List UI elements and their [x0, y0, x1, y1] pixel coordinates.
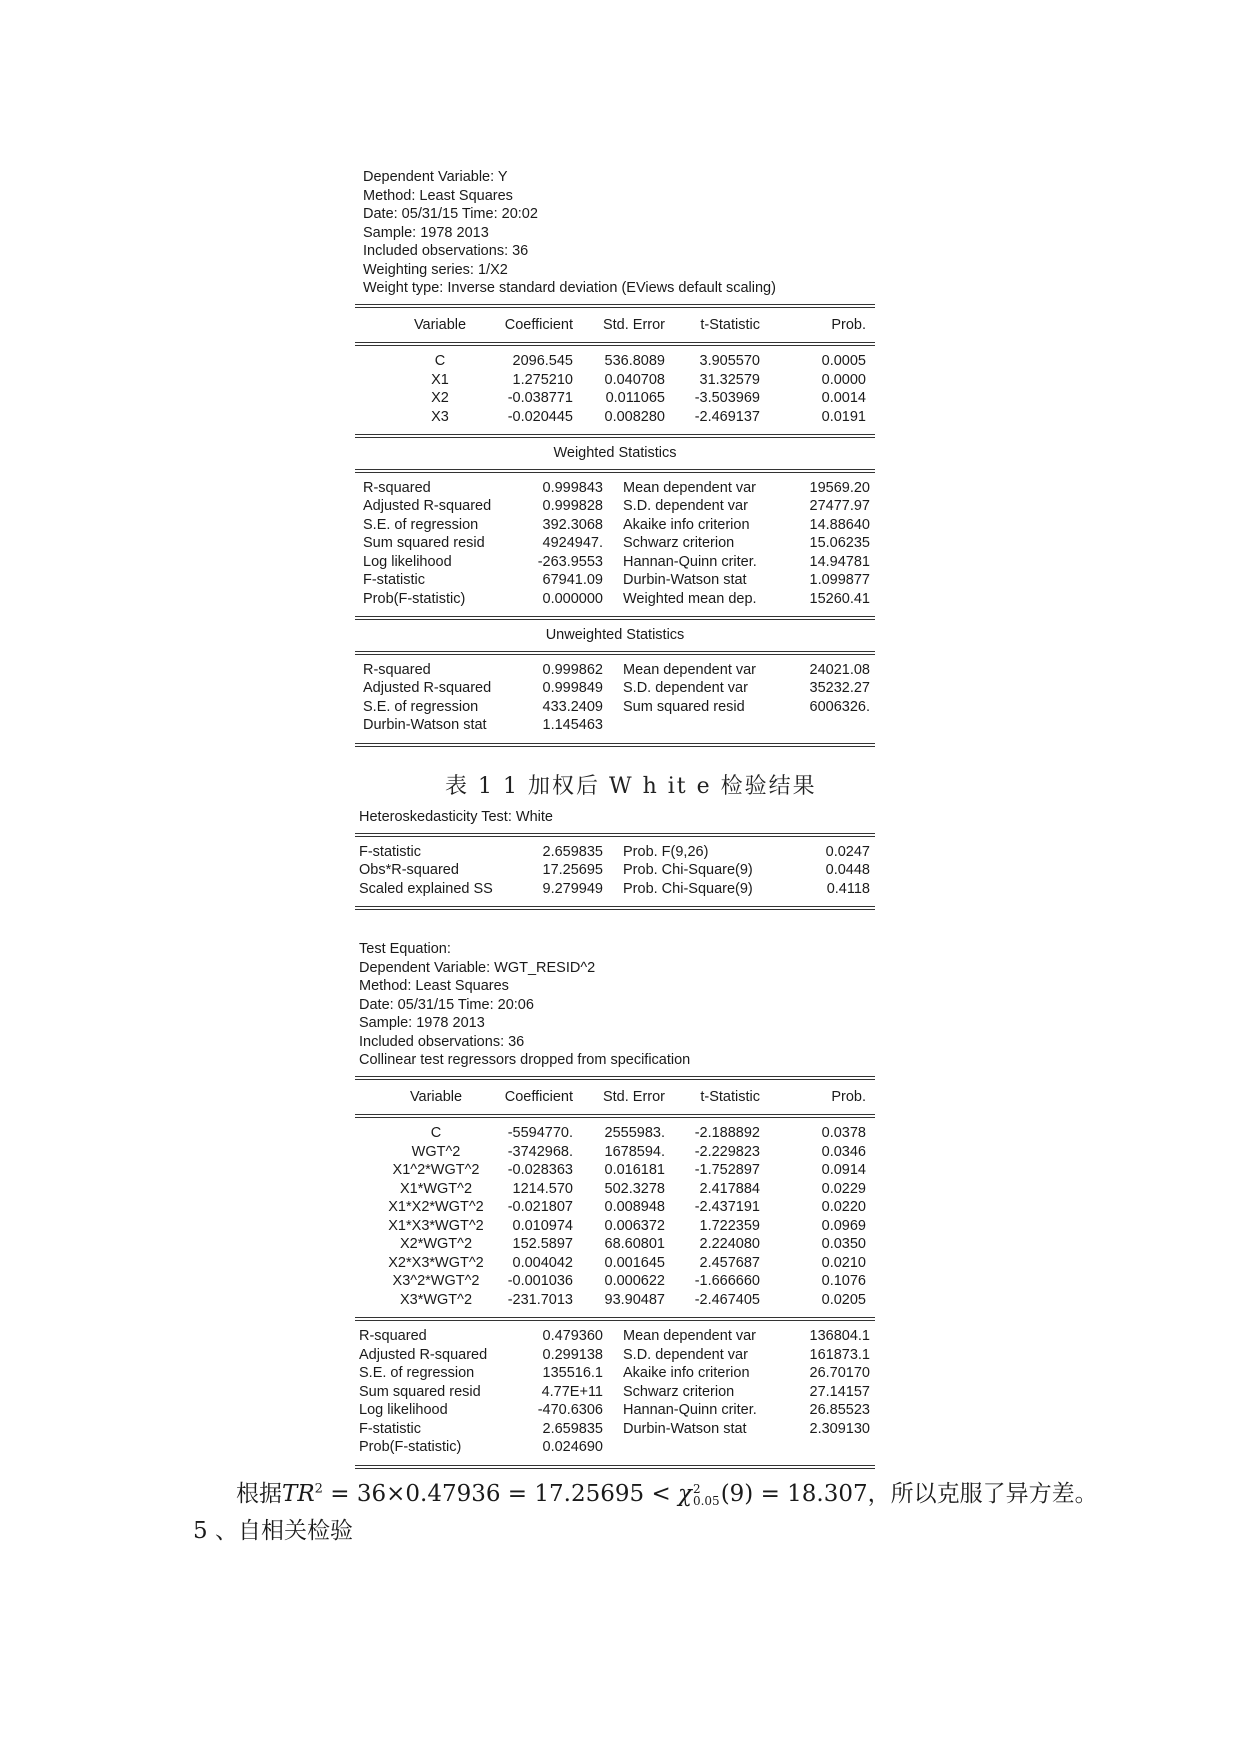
divider [355, 1317, 875, 1321]
coefficient-value: -5594770. [507, 1125, 573, 1141]
coefficient-row [355, 1161, 875, 1180]
statistic-row [355, 861, 875, 880]
statistic-label: Prob. Chi-Square(9) [623, 862, 753, 878]
statistic-row [355, 516, 875, 535]
coefficient-row [355, 408, 875, 427]
statistic-label: Prob. F(9,26) [623, 843, 709, 860]
column-t-statistic: t-Statistic [700, 1088, 760, 1105]
divider [355, 304, 875, 308]
std-error-value: 93.90487 [604, 1291, 665, 1308]
coefficient-value: -0.028363 [507, 1162, 573, 1178]
t-statistic-value: -2.229823 [694, 1143, 760, 1160]
coefficient-value: -0.001036 [507, 1273, 573, 1289]
statistic-value: 4.77E+11 [541, 1383, 603, 1400]
statistic-value: 27477.97 [809, 498, 870, 514]
unweighted-statistics-table [355, 661, 875, 735]
statistic-row [355, 716, 875, 735]
statistic-value: 0.0448 [825, 862, 870, 878]
statistic-row [355, 1383, 875, 1402]
variable-name: X2 [431, 390, 449, 406]
header-line: Weight type: Inverse standard deviation (EViews default scaling) [363, 280, 776, 296]
statistic-value: 6006326. [809, 698, 870, 715]
coefficient-row [355, 1124, 875, 1143]
statistic-row [355, 534, 875, 553]
divider [355, 469, 875, 473]
prob-value: 0.0000 [821, 371, 866, 388]
header-line: Date: 05/31/15 Time: 20:02 [363, 206, 538, 222]
statistic-value: 26.85523 [809, 1402, 870, 1418]
test-equation-header [355, 940, 875, 1070]
std-error-value: 68.60801 [604, 1236, 665, 1252]
statistic-row [355, 698, 875, 717]
divider [355, 1114, 875, 1118]
conclusion-paragraph [236, 1475, 1098, 1508]
std-error-value: 502.3278 [604, 1180, 665, 1197]
coefficient-value: 152.5897 [512, 1236, 573, 1252]
coefficient-value: -0.038771 [507, 390, 573, 406]
variable-name: X3^2*WGT^2 [392, 1273, 480, 1289]
coefficient-value: 1214.570 [512, 1180, 573, 1197]
std-error-value: 0.040708 [604, 371, 665, 388]
statistic-row [355, 1420, 875, 1439]
header-line: Method: Least Squares [363, 187, 513, 204]
statistic-value: 0.299138 [542, 1346, 603, 1363]
variable-name: WGT^2 [411, 1143, 461, 1160]
divider [355, 651, 875, 655]
std-error-value: 0.006372 [604, 1217, 665, 1234]
column-t-statistic: t-Statistic [700, 316, 760, 333]
divider [355, 434, 875, 438]
std-error-value: 0.008280 [604, 408, 665, 425]
prob-value: 0.0191 [821, 408, 866, 425]
statistic-label: S.D. dependent var [623, 498, 748, 514]
prob-value: 0.0378 [821, 1125, 866, 1141]
statistic-value: 2.659835 [542, 1420, 603, 1437]
regression-header [355, 168, 875, 298]
coefficient-value: -231.7013 [507, 1291, 573, 1308]
statistic-value: -263.9553 [537, 553, 603, 570]
prob-value: 0.0014 [821, 390, 866, 406]
statistic-value: 2.659835 [542, 843, 603, 860]
coefficient-row [355, 1291, 875, 1310]
std-error-value: 536.8089 [604, 353, 665, 369]
coefficient-row [355, 352, 875, 371]
divider [355, 1465, 875, 1469]
variable-name: C [430, 1125, 442, 1141]
statistic-label: Hannan-Quinn criter. [623, 1402, 757, 1418]
variable-name: X1*X2*WGT^2 [388, 1199, 484, 1215]
statistic-label: Schwarz criterion [623, 1383, 735, 1400]
statistic-value: 1.099877 [809, 572, 870, 588]
statistic-value: 14.94781 [809, 553, 870, 570]
header-line: Method: Least Squares [359, 978, 509, 994]
column-coefficient: Coefficient [504, 316, 573, 333]
std-error-value: 0.000622 [604, 1273, 665, 1289]
divider [355, 342, 875, 346]
prob-value: 0.0229 [821, 1180, 866, 1197]
coefficient-table [355, 352, 875, 426]
statistic-label: S.D. dependent var [623, 680, 748, 696]
statistic-value: 24021.08 [809, 661, 870, 678]
statistic-value: 15.06235 [809, 535, 870, 551]
chi-critical-value: (9) = 18.307 [720, 1481, 868, 1507]
statistic-value: 135516.1 [542, 1365, 603, 1381]
variable-name: X1 [431, 371, 449, 388]
t-statistic-value: -2.469137 [694, 408, 760, 425]
statistic-value: 1.145463 [542, 717, 603, 733]
statistic-label: Weighted mean dep. [623, 590, 757, 607]
statistic-label: Sum squared resid [623, 698, 745, 715]
statistic-value: 433.2409 [542, 698, 603, 715]
divider [355, 616, 875, 620]
statistic-row [355, 571, 875, 590]
statistic-label: R-squared [363, 479, 431, 496]
statistic-label: Log likelihood [359, 1402, 448, 1418]
statistic-value: 0.999828 [542, 498, 603, 514]
t-statistic-value: -2.188892 [694, 1125, 760, 1141]
conclusion-tail: ，所以克服了异方差。 [867, 1481, 1098, 1507]
statistic-row [355, 679, 875, 698]
coefficient-row [355, 1254, 875, 1273]
t-statistic-value: 1.722359 [699, 1217, 760, 1234]
statistic-value: 14.88640 [809, 516, 870, 533]
statistic-value: 0.024690 [542, 1439, 603, 1455]
t-statistic-value: 3.905570 [699, 353, 760, 369]
statistic-value: 9.279949 [542, 880, 603, 897]
table-caption: 表 1 1 加权后 W h it e 检验结果 [445, 774, 817, 799]
column-headers [355, 1088, 875, 1107]
statistic-value: 19569.20 [809, 479, 870, 496]
statistic-row [355, 843, 875, 862]
statistic-row [355, 590, 875, 609]
statistic-row [355, 553, 875, 572]
coefficient-row [355, 371, 875, 390]
weighted-statistics-table [355, 479, 875, 609]
prob-value: 0.0005 [821, 353, 866, 369]
divider [355, 833, 875, 837]
statistic-row [355, 880, 875, 899]
std-error-value: 1678594. [604, 1143, 665, 1160]
t-statistic-value: -1.752897 [694, 1162, 760, 1178]
white-test-title: Heteroskedasticity Test: White [359, 809, 553, 825]
std-error-value: 0.008948 [604, 1199, 665, 1215]
chi-exponent: 2 [692, 1482, 701, 1496]
statistic-value: 17.25695 [542, 862, 603, 878]
weighted-statistics-title: Weighted Statistics [553, 445, 677, 461]
statistic-label: R-squared [363, 661, 431, 678]
t-statistic-value: -1.666660 [694, 1273, 760, 1289]
coefficient-value: -3742968. [507, 1143, 573, 1160]
column-std-error: Std. Error [602, 1088, 665, 1105]
header-line: Dependent Variable: WGT_RESID^2 [359, 959, 596, 976]
coefficient-row [355, 1217, 875, 1236]
statistic-label: Mean dependent var [623, 661, 757, 678]
statistic-row [355, 497, 875, 516]
statistic-label: S.E. of regression [363, 698, 479, 715]
t-statistic-value: 2.417884 [699, 1180, 760, 1197]
statistic-value: 392.3068 [542, 516, 603, 533]
statistic-label: Mean dependent var [623, 1328, 757, 1344]
chi-subscript: 0.05 [692, 1494, 720, 1508]
statistic-label: Akaike info criterion [623, 1365, 750, 1381]
coefficient-value: -0.020445 [507, 408, 573, 425]
statistic-row [355, 1346, 875, 1365]
statistic-value: 2.309130 [809, 1420, 870, 1437]
coefficient-row [355, 1272, 875, 1291]
statistic-value: 67941.09 [542, 572, 603, 588]
statistic-row [355, 1438, 875, 1457]
std-error-value: 2555983. [604, 1125, 665, 1141]
variable-name: X3 [431, 408, 449, 425]
statistic-value: 15260.41 [809, 590, 870, 607]
t-statistic-value: 31.32579 [699, 371, 760, 388]
statistic-label: Adjusted R-squared [363, 498, 492, 514]
statistic-label: Hannan-Quinn criter. [623, 553, 757, 570]
weighted-regression-output [355, 168, 875, 747]
statistic-value: 136804.1 [809, 1328, 870, 1344]
statistic-label: Durbin-Watson stat [623, 572, 747, 588]
statistic-label: F-statistic [359, 1420, 422, 1437]
statistic-row [355, 479, 875, 498]
statistic-label: R-squared [359, 1328, 427, 1344]
statistic-row [355, 1327, 875, 1346]
variable-name: X2*WGT^2 [399, 1236, 473, 1252]
header-line: Weighting series: 1/X2 [363, 261, 508, 278]
coefficient-value: 1.275210 [512, 371, 573, 388]
statistic-label: Sum squared resid [359, 1383, 481, 1400]
t-statistic-value: -2.467405 [694, 1291, 760, 1308]
coefficient-row [355, 389, 875, 408]
white-test-statistics [355, 843, 875, 899]
std-error-value: 0.011065 [605, 390, 665, 406]
statistic-label: Prob(F-statistic) [363, 590, 466, 607]
t-statistic-value: -3.503969 [694, 390, 760, 406]
header-line: Test Equation: [359, 941, 451, 957]
variable-name: X2*X3*WGT^2 [388, 1254, 484, 1271]
header-line: Date: 05/31/15 Time: 20:06 [359, 996, 534, 1013]
statistic-label: Adjusted R-squared [359, 1346, 488, 1363]
coefficient-row [355, 1198, 875, 1217]
column-header-row [355, 1088, 875, 1107]
prob-value: 0.1076 [821, 1273, 866, 1289]
column-prob: Prob. [831, 316, 866, 333]
prob-value: 0.0210 [821, 1254, 866, 1271]
statistic-label: Prob(F-statistic) [359, 1439, 462, 1455]
statistic-value: 4924947. [542, 535, 603, 551]
statistic-row [355, 661, 875, 680]
header-line: Collinear test regressors dropped from specification [359, 1052, 691, 1068]
coefficient-row [355, 1235, 875, 1254]
divider [355, 743, 875, 747]
t-statistic-value: -2.437191 [694, 1199, 760, 1215]
statistic-label: Prob. Chi-Square(9) [623, 880, 753, 897]
tr-symbol: TR [282, 1481, 315, 1507]
prob-value: 0.0220 [821, 1199, 866, 1215]
column-std-error: Std. Error [602, 316, 665, 333]
coefficient-row [355, 1143, 875, 1162]
prob-value: 0.0346 [821, 1143, 866, 1160]
divider [355, 1076, 875, 1080]
divider [355, 906, 875, 910]
conclusion-lead: 根据 [236, 1481, 282, 1507]
chi-symbol: χ [678, 1481, 692, 1507]
column-headers [355, 316, 875, 335]
coefficient-value: 2096.545 [512, 353, 573, 369]
coefficient-row [355, 1180, 875, 1199]
column-coefficient: Coefficient [504, 1088, 573, 1105]
prob-value: 0.0969 [821, 1217, 866, 1234]
statistic-label: Akaike info criterion [623, 516, 750, 533]
prob-value: 0.0205 [821, 1291, 866, 1308]
coefficient-value: 0.010974 [512, 1217, 573, 1234]
statistic-label: S.E. of regression [363, 516, 479, 533]
variable-name: X1^2*WGT^2 [392, 1162, 480, 1178]
header-line: Sample: 1978 2013 [359, 1015, 485, 1031]
statistic-label: S.E. of regression [359, 1365, 475, 1381]
section-heading: 5 、自相关检验 [193, 1518, 353, 1544]
header-line: Included observations: 36 [359, 1033, 525, 1050]
statistic-label: Log likelihood [363, 553, 452, 570]
conclusion-equation: = 36×0.47936 = 17.25695 < [322, 1481, 679, 1507]
statistic-value: 0.999843 [542, 479, 603, 496]
t-statistic-value: 2.224080 [699, 1236, 760, 1252]
statistic-value: 0.999849 [542, 680, 603, 696]
statistic-value: 35232.27 [809, 680, 870, 696]
statistic-label: Durbin-Watson stat [363, 717, 487, 733]
test-summary-statistics [355, 1327, 875, 1457]
statistic-value: 26.70170 [809, 1365, 870, 1381]
column-variable: Variable [409, 1088, 463, 1105]
statistic-label: Mean dependent var [623, 479, 757, 496]
statistic-value: -470.6306 [537, 1402, 603, 1418]
statistic-value: 0.000000 [542, 590, 603, 607]
variable-name: X1*WGT^2 [399, 1180, 473, 1197]
statistic-row [355, 1401, 875, 1420]
statistic-value: 27.14157 [809, 1383, 870, 1400]
white-test-output [355, 808, 875, 1469]
std-error-value: 0.001645 [604, 1254, 665, 1271]
header-line: Sample: 1978 2013 [363, 224, 489, 241]
variable-name: X3*WGT^2 [399, 1291, 473, 1308]
statistic-value: 0.999862 [542, 661, 603, 678]
variable-name: X1*X3*WGT^2 [388, 1217, 484, 1234]
statistic-value: 0.4118 [826, 880, 870, 897]
statistic-row [355, 1364, 875, 1383]
statistic-label: S.D. dependent var [623, 1346, 748, 1363]
statistic-label: Durbin-Watson stat [623, 1420, 747, 1437]
statistic-label: Schwarz criterion [623, 535, 735, 551]
tr-exponent: 2 [314, 1481, 323, 1497]
statistic-label: Obs*R-squared [359, 862, 459, 878]
test-coefficient-table [355, 1124, 875, 1309]
statistic-value: 161873.1 [809, 1346, 870, 1363]
statistic-label: Adjusted R-squared [363, 680, 492, 696]
column-prob: Prob. [831, 1088, 866, 1105]
column-header-row [355, 316, 875, 335]
column-variable: Variable [413, 316, 467, 333]
coefficient-value: 0.004042 [512, 1254, 573, 1271]
header-line: Dependent Variable: Y [363, 169, 508, 185]
prob-value: 0.0914 [821, 1162, 866, 1178]
statistic-label: F-statistic [359, 843, 422, 860]
header-line: Included observations: 36 [363, 243, 529, 259]
statistic-value: 0.0247 [825, 843, 870, 860]
prob-value: 0.0350 [821, 1236, 866, 1252]
statistic-value: 0.479360 [542, 1328, 603, 1344]
statistic-label: Sum squared resid [363, 535, 485, 551]
unweighted-statistics-title: Unweighted Statistics [545, 627, 685, 643]
coefficient-value: -0.021807 [507, 1199, 573, 1215]
statistic-label: F-statistic [363, 572, 426, 588]
variable-name: C [434, 353, 446, 369]
statistic-label: Scaled explained SS [359, 880, 493, 897]
t-statistic-value: 2.457687 [699, 1254, 760, 1271]
std-error-value: 0.016181 [604, 1162, 665, 1178]
